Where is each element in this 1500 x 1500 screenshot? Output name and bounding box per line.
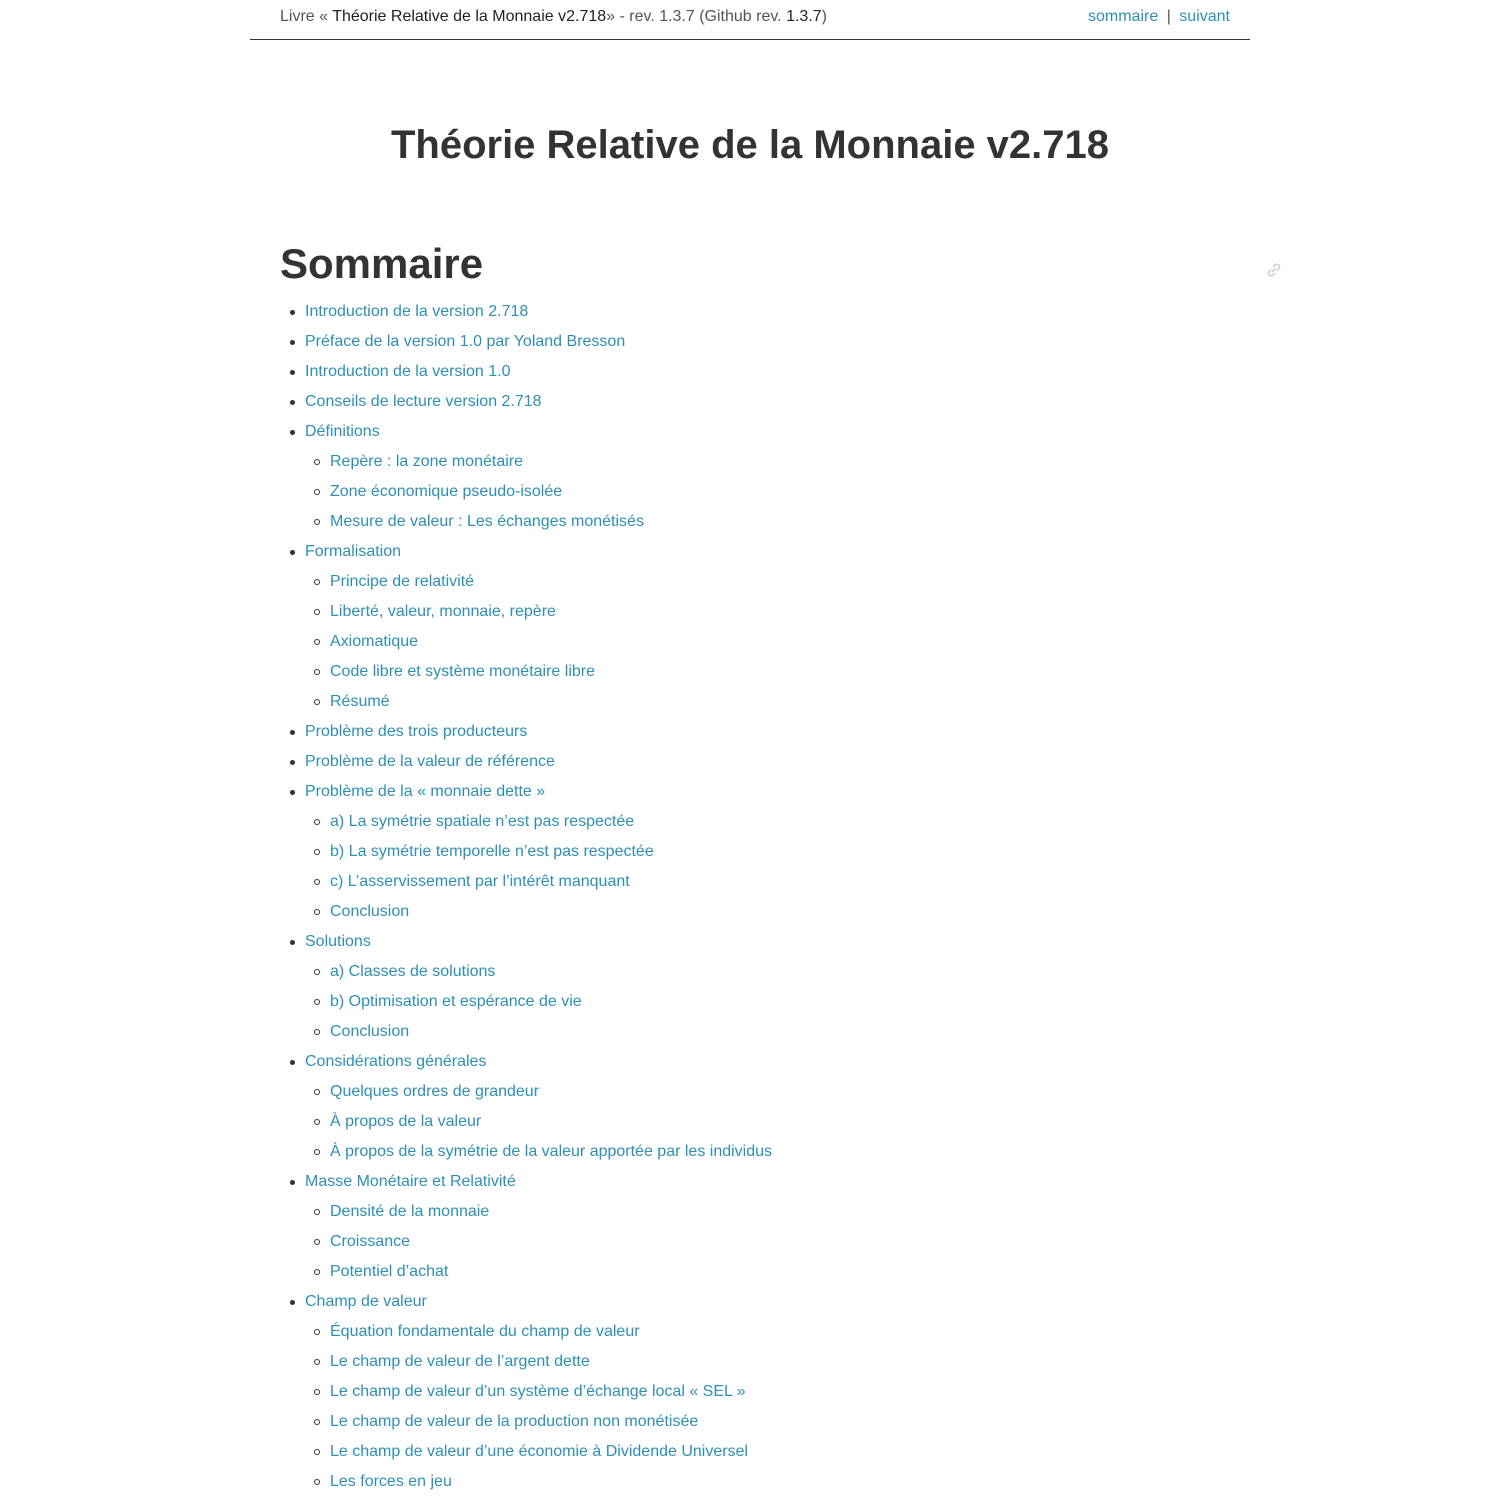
table-of-contents xyxy=(280,297,772,1497)
toc-link[interactable]: Problème de la valeur de référence xyxy=(305,753,555,770)
toc-subitem xyxy=(280,1407,772,1437)
nav-summary-link[interactable]: sommaire xyxy=(1088,8,1159,25)
toc-subitem xyxy=(280,1017,772,1047)
toc-subitem xyxy=(280,1437,772,1467)
toc-link[interactable]: Potentiel d’achat xyxy=(330,1263,449,1280)
toc-subitem xyxy=(280,1257,772,1287)
section-title: Sommaire xyxy=(280,240,484,287)
toc-subitem xyxy=(280,687,772,717)
toc-subitem xyxy=(280,1137,772,1167)
breadcrumb-prefix: Livre « xyxy=(280,8,329,25)
toc-link[interactable]: Les forces en jeu xyxy=(330,1473,452,1490)
toc-link[interactable]: Considérations générales xyxy=(305,1053,487,1070)
toc-link[interactable]: Définitions xyxy=(305,423,380,440)
toc-item xyxy=(280,927,772,957)
toc-link[interactable]: Axiomatique xyxy=(330,633,419,650)
toc-subitem xyxy=(280,867,772,897)
toc-item xyxy=(280,1167,772,1197)
toc-link[interactable]: Conclusion xyxy=(330,903,410,920)
toc-link[interactable]: Introduction de la version 1.0 xyxy=(305,363,511,380)
toc-item xyxy=(280,777,772,807)
breadcrumb xyxy=(280,8,827,26)
top-nav-links xyxy=(1088,8,1230,26)
toc-link[interactable]: b) Optimisation et espérance de vie xyxy=(330,993,582,1010)
breadcrumb-book-title: Théorie Relative de la Monnaie v2.718 xyxy=(332,8,607,25)
toc-link[interactable]: Préface de la version 1.0 par Yoland Bresson xyxy=(305,333,626,350)
toc-link[interactable]: À propos de la symétrie de la valeur apportée par les individus xyxy=(330,1143,773,1160)
toc-link[interactable]: Problème de la « monnaie dette » xyxy=(305,783,546,800)
breadcrumb-github-rev: 1.3.7 xyxy=(786,8,822,25)
toc-subitem xyxy=(280,567,772,597)
toc-item xyxy=(280,537,772,567)
toc-link[interactable]: Conclusion xyxy=(330,1023,410,1040)
toc-subitem xyxy=(280,1107,772,1137)
breadcrumb-suffix: ) xyxy=(821,8,827,25)
toc-subitem xyxy=(280,627,772,657)
toc-link[interactable]: Champ de valeur xyxy=(305,1293,427,1310)
toc-link[interactable]: Quelques ordres de grandeur xyxy=(330,1083,540,1100)
toc-link[interactable]: Croissance xyxy=(330,1233,411,1250)
nav-next-link[interactable]: suivant xyxy=(1179,8,1230,25)
toc-link[interactable]: Code libre et système monétaire libre xyxy=(330,663,596,680)
toc-subitem xyxy=(280,807,772,837)
toc-subitem xyxy=(280,897,772,927)
toc-item xyxy=(280,417,772,447)
page-title: Théorie Relative de la Monnaie v2.718 xyxy=(390,123,1110,167)
toc-link[interactable]: Zone économique pseudo-isolée xyxy=(330,483,563,500)
toc-subitem xyxy=(280,1347,772,1377)
top-navigation-bar xyxy=(250,0,1250,40)
link-icon[interactable] xyxy=(1265,262,1283,278)
toc-subitem xyxy=(280,447,772,477)
toc-link[interactable]: Solutions xyxy=(305,933,371,950)
toc-link[interactable]: Liberté, valeur, monnaie, repère xyxy=(330,603,556,620)
toc-item xyxy=(280,387,772,417)
toc-item xyxy=(280,747,772,777)
toc-subitem xyxy=(280,837,772,867)
toc-subitem xyxy=(280,957,772,987)
toc-item xyxy=(280,297,772,327)
toc-link[interactable]: a) La symétrie spatiale n’est pas respectée xyxy=(330,813,635,830)
toc-subitem xyxy=(280,1227,772,1257)
toc-link[interactable]: a) Classes de solutions xyxy=(330,963,496,980)
toc-link[interactable]: Le champ de valeur de l’argent dette xyxy=(330,1353,590,1370)
toc-link[interactable]: Le champ de valeur de la production non monétisée xyxy=(330,1413,699,1430)
toc-link[interactable]: Repère : la zone monétaire xyxy=(330,453,523,470)
toc-subitem xyxy=(280,597,772,627)
toc-link[interactable]: Principe de relativité xyxy=(330,573,475,590)
toc-link[interactable]: Densité de la monnaie xyxy=(330,1203,490,1220)
toc-link[interactable]: Conseils de lecture version 2.718 xyxy=(305,393,542,410)
toc-item xyxy=(280,357,772,387)
toc-link[interactable]: À propos de la valeur xyxy=(330,1113,482,1130)
toc-item xyxy=(280,717,772,747)
toc-item xyxy=(280,1047,772,1077)
toc-link[interactable]: Masse Monétaire et Relativité xyxy=(305,1173,516,1190)
toc-subitem xyxy=(280,657,772,687)
toc-link[interactable]: Introduction de la version 2.718 xyxy=(305,303,529,320)
toc-link[interactable]: Résumé xyxy=(330,693,390,710)
toc-link[interactable]: Formalisation xyxy=(305,543,402,560)
toc-subitem xyxy=(280,1377,772,1407)
toc-subitem xyxy=(280,1317,772,1347)
toc-link[interactable]: Équation fondamentale du champ de valeur xyxy=(330,1323,640,1340)
toc-subitem xyxy=(280,1197,772,1227)
toc-subitem xyxy=(280,987,772,1017)
toc-subitem xyxy=(280,1467,772,1497)
toc-subitem xyxy=(280,1077,772,1107)
toc-link[interactable]: Problème des trois producteurs xyxy=(305,723,528,740)
breadcrumb-middle: » - rev. 1.3.7 (Github rev. xyxy=(606,8,782,25)
toc-subitem xyxy=(280,477,772,507)
toc-link[interactable]: Mesure de valeur : Les échanges monétisés xyxy=(330,513,644,530)
toc-link[interactable]: Le champ de valeur d’un système d’échange local « SEL » xyxy=(330,1383,746,1400)
toc-item xyxy=(280,327,772,357)
toc-link[interactable]: c) L’asservissement par l’intérêt manquant xyxy=(330,873,630,890)
toc-link[interactable]: b) La symétrie temporelle n’est pas respectée xyxy=(330,843,654,860)
page-container xyxy=(250,0,1250,1490)
toc-subitem xyxy=(280,507,772,537)
toc-item xyxy=(280,1287,772,1317)
toc-link[interactable]: Le champ de valeur d’une économie à Dividende Universel xyxy=(330,1443,749,1460)
nav-separator: | xyxy=(1166,8,1171,25)
